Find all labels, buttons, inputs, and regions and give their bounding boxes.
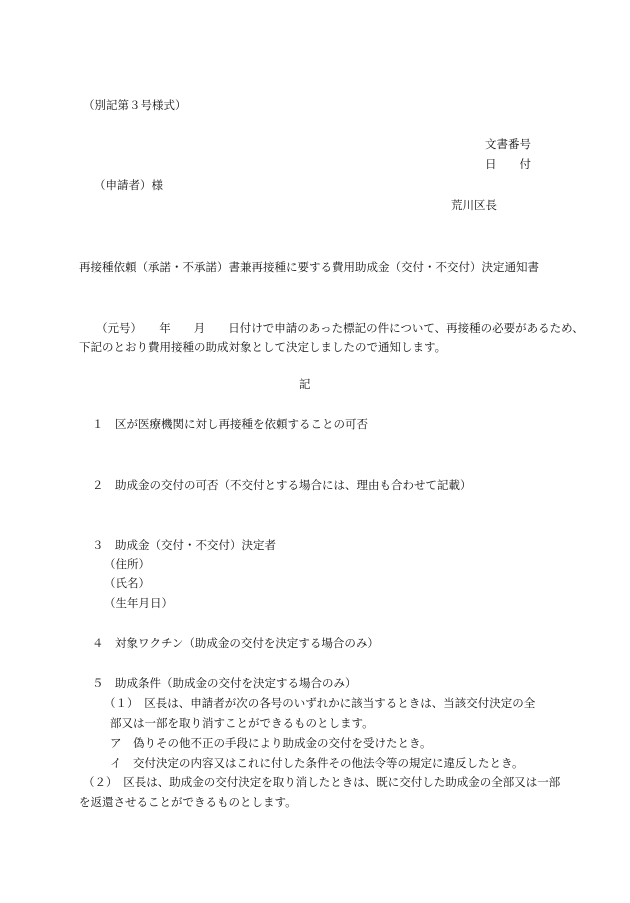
document-title: 再接種依頼（承諾・不承諾）書兼再接種に要する費用助成金（交付・不交付）決定通知書 xyxy=(79,260,539,274)
date-label: 日 付 xyxy=(485,157,531,171)
item-5-1-line-1: （１） 区長は、申請者が次の各号のいずれかに該当するときは、当該交付決定の全 xyxy=(104,696,536,710)
body-line-1: （元号） 年 月 日付けで申請のあった標記の件について、再接種の必要があるため、 xyxy=(96,321,584,335)
item-5: ５ 助成条件（助成金の交付を決定する場合のみ） xyxy=(92,676,357,690)
issuer: 荒川区長 xyxy=(451,198,497,212)
body-line-2: 下記のとおり費用接種の助成対象として決定しましたので通知します。 xyxy=(79,340,447,354)
item-1: １ 区が医療機関に対し再接種を依頼することの可否 xyxy=(92,417,368,431)
item-3-birthdate: （生年月日） xyxy=(104,596,173,610)
item-5-2-line-2: を返還させることができるものとします。 xyxy=(79,795,297,809)
addressee: （申請者）様 xyxy=(94,178,163,192)
ki-heading: 記 xyxy=(299,377,311,391)
item-5-1-line-2: 部又は一部を取り消すことができるものとします。 xyxy=(110,716,374,730)
item-3-name: （氏名） xyxy=(104,576,150,590)
item-4: ４ 対象ワクチン（助成金の交付を決定する場合のみ） xyxy=(92,636,379,650)
form-label: （別記第３号様式） xyxy=(83,98,187,112)
item-5-2-line-1: （２） 区長は、助成金の交付決定を取り消したときは、既に交付した助成金の全部又は一部 xyxy=(83,775,561,789)
item-3: ３ 助成金（交付・不交付）決定者 xyxy=(92,538,276,552)
item-5-1-a: ア 偽りその他不正の手段により助成金の交付を受けたとき。 xyxy=(110,736,432,750)
item-2: ２ 助成金の交付の可否（不交付とする場合には、理由も合わせて記載） xyxy=(92,478,472,492)
document-number-label: 文書番号 xyxy=(485,137,531,151)
item-5-1-i: イ 交付決定の内容又はこれに付した条件その他法令等の規定に違反したとき。 xyxy=(110,756,524,770)
item-3-address: （住所） xyxy=(104,557,150,571)
